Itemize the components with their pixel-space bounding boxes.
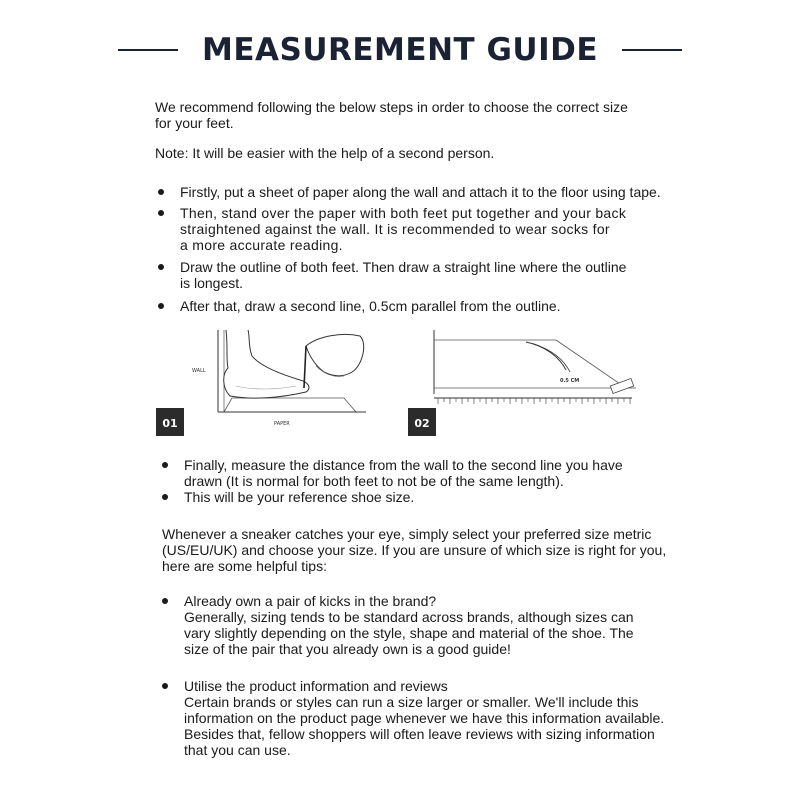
note-text: Note: It will be easier with the help of a second person. xyxy=(155,145,495,161)
measure-label: 0.5 CM xyxy=(560,378,580,384)
intro-text: We recommend following the below steps in order to choose the correct size for your feet. xyxy=(155,99,628,131)
tip-body: Generally, sizing tends to be standard across brands, although sizes can vary slightly depending on the style, shape and material of the shoe. The size of the pair that you already own is a good guide! xyxy=(184,609,634,657)
step-item: Finally, measure the distance from the wall to the second line you have drawn (It is normal for both feet to not be of the same length). xyxy=(184,457,623,489)
wall-label: WALL xyxy=(192,368,206,374)
page-title: MEASUREMENT GUIDE xyxy=(201,32,599,68)
bullet-dot xyxy=(158,303,164,309)
bullet-dot xyxy=(158,189,164,195)
figure-measure-line xyxy=(406,326,646,436)
figure-foot-on-paper xyxy=(156,326,376,436)
paper-label: PAPER xyxy=(274,421,290,427)
size-paragraph: Whenever a sneaker catches your eye, simply select your preferred size metric (US/EU/UK) and choose your size. If you are unsure of which size is right for you, here are some helpful tips: xyxy=(162,526,667,574)
tip-body: Certain brands or styles can run a size larger or smaller. We'll include this information on the product page whenever we have this information available. Besides that, fellow shoppers will often leave reviews with sizing information that you can use. xyxy=(184,694,665,758)
tip-heading: Already own a pair of kicks in the brand? xyxy=(184,593,437,609)
tip-heading: Utilise the product information and reviews xyxy=(184,678,448,694)
bullet-dot xyxy=(162,683,168,689)
step-item: Draw the outline of both feet. Then draw a straight line where the outline is longest. xyxy=(180,259,627,291)
step-badge-01: 01 xyxy=(162,417,178,430)
bullet-dot xyxy=(162,462,168,468)
step-badge-02: 02 xyxy=(414,417,430,430)
measure-illustration xyxy=(406,326,646,436)
title-rule-right xyxy=(622,49,682,51)
foot-illustration xyxy=(156,326,376,436)
bullet-dot xyxy=(162,494,168,500)
bullet-dot xyxy=(162,598,168,604)
bullet-dot xyxy=(158,210,164,216)
title-row xyxy=(0,28,800,72)
bullet-dot xyxy=(158,264,164,270)
step-item: After that, draw a second line, 0.5cm parallel from the outline. xyxy=(180,298,561,314)
step-item: Then, stand over the paper with both feet put together and your back straightened against the wall. It is recommended to wear socks for a more accurate reading. xyxy=(180,205,627,253)
step-item: This will be your reference shoe size. xyxy=(184,489,415,505)
step-item: Firstly, put a sheet of paper along the wall and attach it to the floor using tape. xyxy=(180,184,661,200)
